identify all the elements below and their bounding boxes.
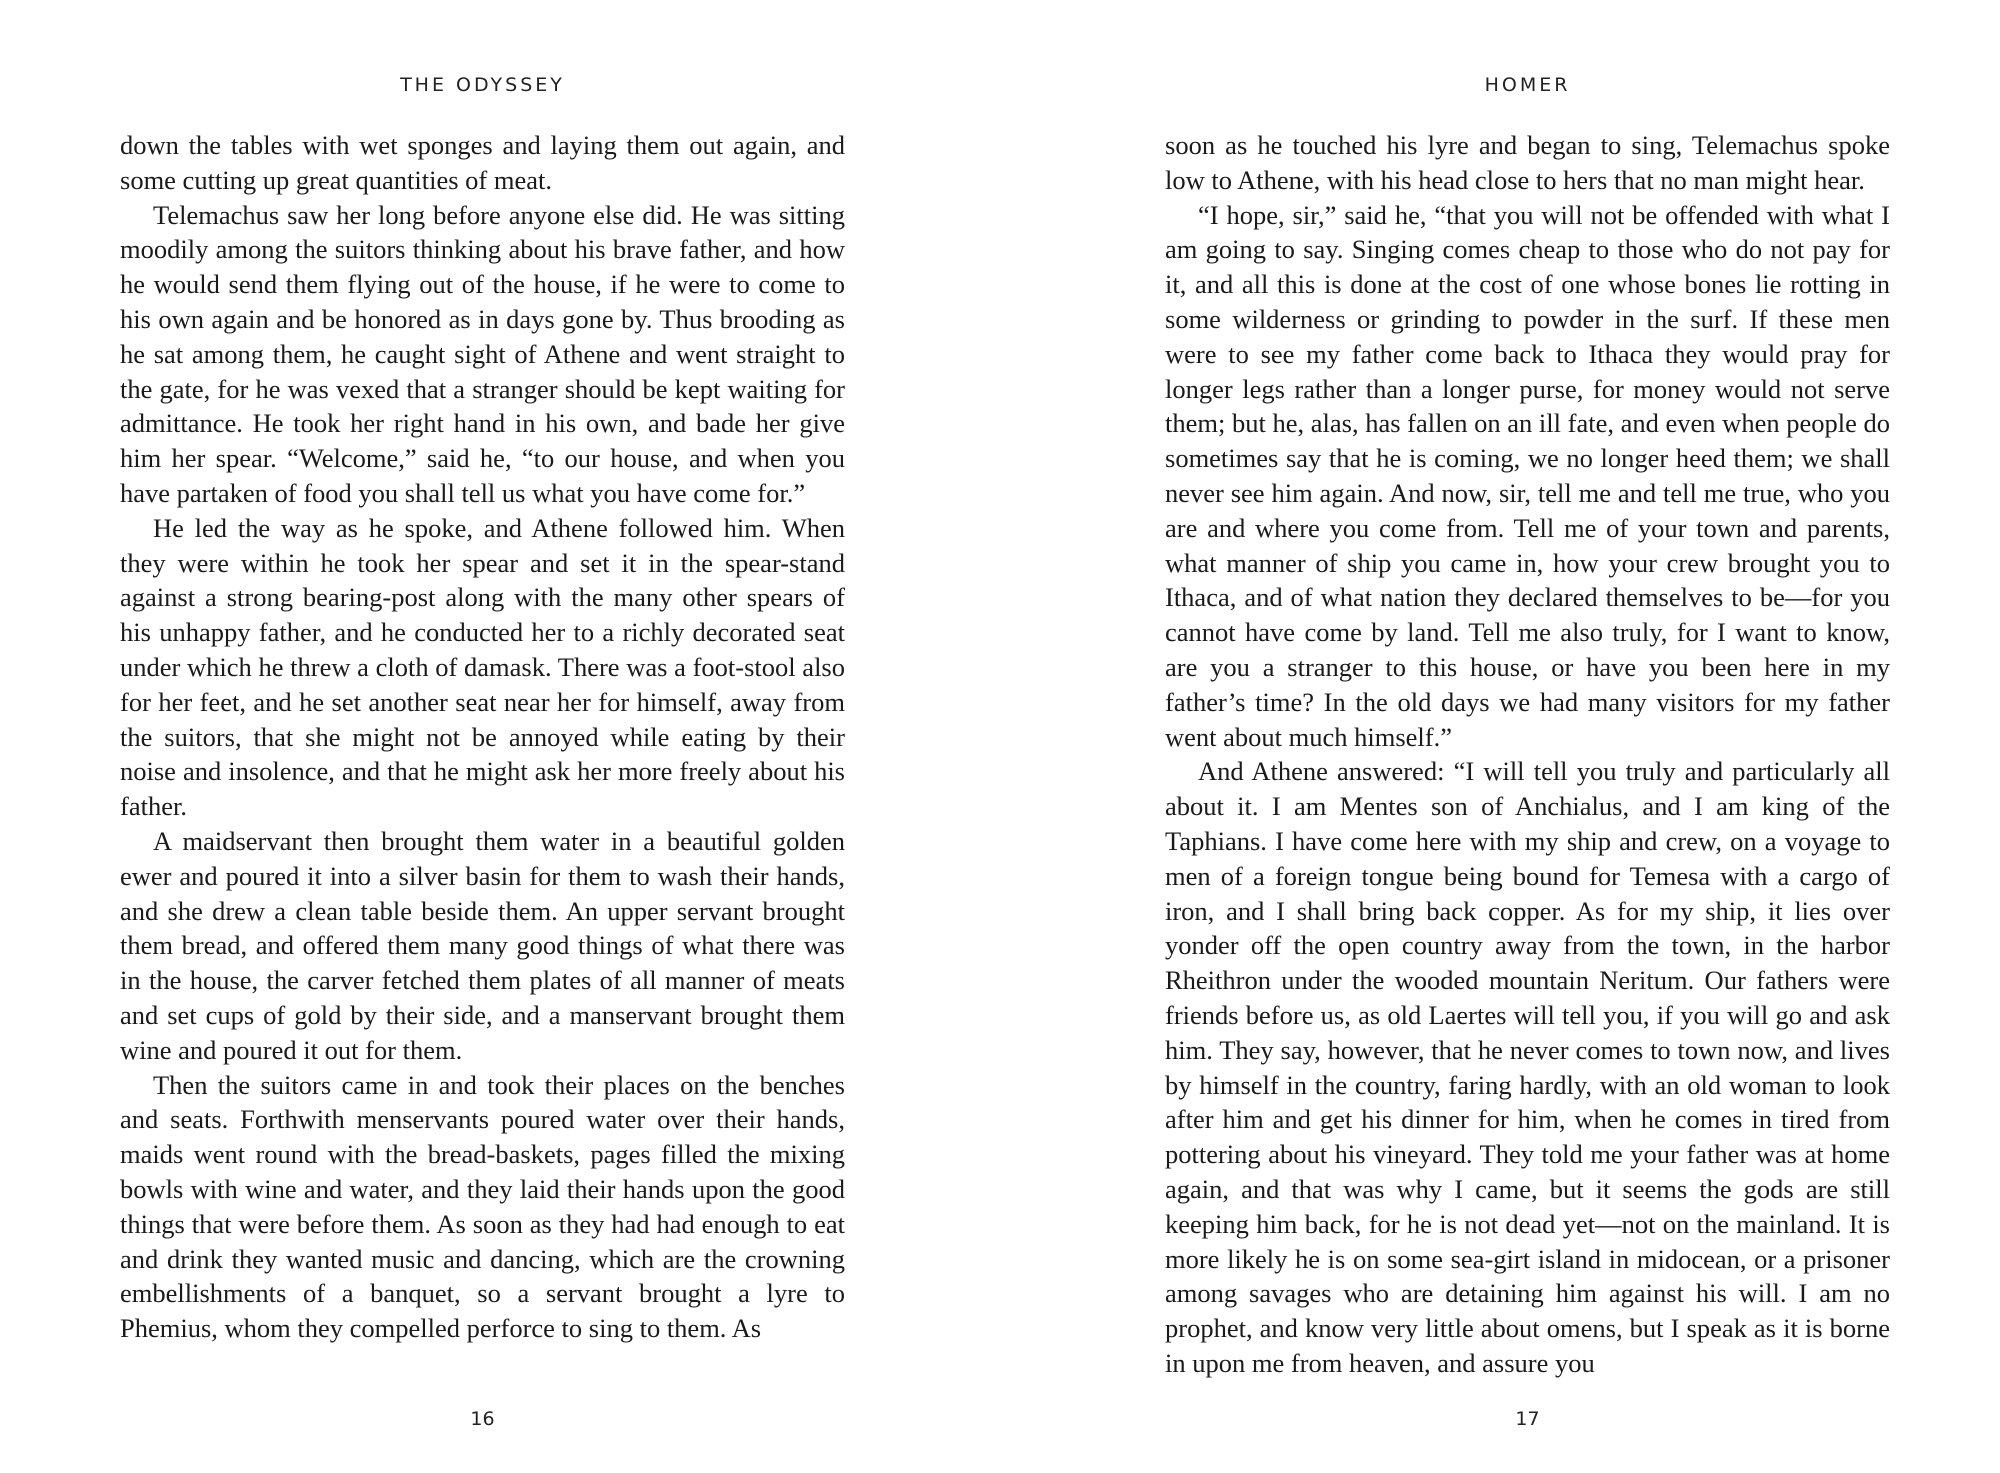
page-number: 16 xyxy=(470,1408,495,1430)
page-number: 17 xyxy=(1515,1408,1540,1430)
running-head-author: HOMER xyxy=(1484,74,1571,96)
paragraph: soon as he touched his lyre and began to sing, Telemachus spoke low to Athene, with his head close to hers that no man might hear. xyxy=(1165,130,1890,195)
paragraph: A maidservant then brought them water in a beautiful golden ewer and poured it into a silver basin for them to wash their hands, and she drew a clean table beside them. An upper servant brought them bread, and offered them many good things of what there was in the house, the carver fetched them plates of all manner of meats and set cups of gold by their side, and a manservant brought them wine and poured it out for them. xyxy=(120,825,845,1065)
left-page-text xyxy=(120,128,845,1346)
paragraph: “I hope, sir,” said he, “that you will not be offended with what I am going to say. Singing comes cheap to those who do not pay for it, and all this is done at the cost of one whose bones lie rotting in some wilderness or grinding to powder in the surf. If these men were to see my father come back to Ithaca they would pray for longer legs rather than a longer purse, for money would not serve them; but he, alas, has fallen on an ill fate, and even when people do sometimes say that he is coming, we no longer heed them; we shall never see him again. And now, sir, tell me and tell me true, who you are and where you come from. Tell me of your town and parents, what manner of ship you came in, how your crew brought you to Ithaca, and of what nation they declared themselves to be—for you cannot have come by land. Tell me also truly, for I want to know, are you a stranger to this house, or have you been here in my father’s time? In the old days we had many visitors for my father went about much himself.” xyxy=(1165,199,1890,752)
left-page xyxy=(120,0,845,1473)
right-page-text xyxy=(1165,128,1890,1381)
right-page xyxy=(1165,0,1890,1473)
paragraph: He led the way as he spoke, and Athene followed him. When they were within he took her spear and set it in the spear-stand against a strong bearing-post along with the many other spears of his unhappy father, and he conducted her to a richly decorated seat under which he threw a cloth of damask. There was a foot-stool also for her feet, and he set another seat near her for himself, away from the suitors, that she might not be annoyed while eating by their noise and insolence, and that he might ask her more freely about his father. xyxy=(120,512,845,822)
paragraph: Telemachus saw her long before anyone else did. He was sitting moodily among the suitors thinking about his brave father, and how he would send them flying out of the house, if he were to come to his own again and be honored as in days gone by. Thus brooding as he sat among them, he caught sight of Athene and went straight to the gate, for he was vexed that a stranger should be kept waiting for admittance. He took her right hand in his own, and bade her give him her spear. “Welcome,” said he, “to our house, and when you have partaken of food you shall tell us what you have come for.” xyxy=(120,199,845,508)
paragraph: And Athene answered: “I will tell you truly and particularly all about it. I am Mentes son of Anchialus, and I am king of the Taphians. I have come here with my ship and crew, on a voyage to men of a foreign tongue being bound for Temesa with a cargo of iron, and I shall bring back copper. As for my ship, it lies over yonder off the open country away from the town, in the harbor Rheithron under the wooded mountain Neritum. Our fathers were friends before us, as old Laertes will tell you, if you will go and ask him. They say, however, that he never comes to town now, and lives by himself in the country, faring hardly, with an old woman to look after him and get his dinner for him, when he comes in tired from pottering about his vineyard. They told me your father was at home again, and that was why I came, but it seems the gods are still keeping him back, for he is not dead yet—not on the mainland. It is more likely he is on some sea-girt island in midocean, or a prisoner among savages who are detaining him against his will. I am no prophet, and know very little about omens, but I speak as it is borne in upon me from heaven, and assure you xyxy=(1165,756,1890,1378)
running-head-book-title: THE ODYSSEY xyxy=(400,74,565,96)
paragraph: Then the suitors came in and took their places on the benches and seats. Forthwith menservants poured water over their hands, maids went round with the bread-baskets, pages filled the mixing bowls with wine and water, and they laid their hands upon the good things that were before them. As soon as they had had enough to eat and drink they wanted music and dancing, which are the crowning embellishments of a banquet, so a servant brought a lyre to Phemius, whom they compelled perforce to sing to them. As xyxy=(120,1069,845,1344)
paragraph: down the tables with wet sponges and laying them out again, and some cutting up great quantities of meat. xyxy=(120,130,845,195)
